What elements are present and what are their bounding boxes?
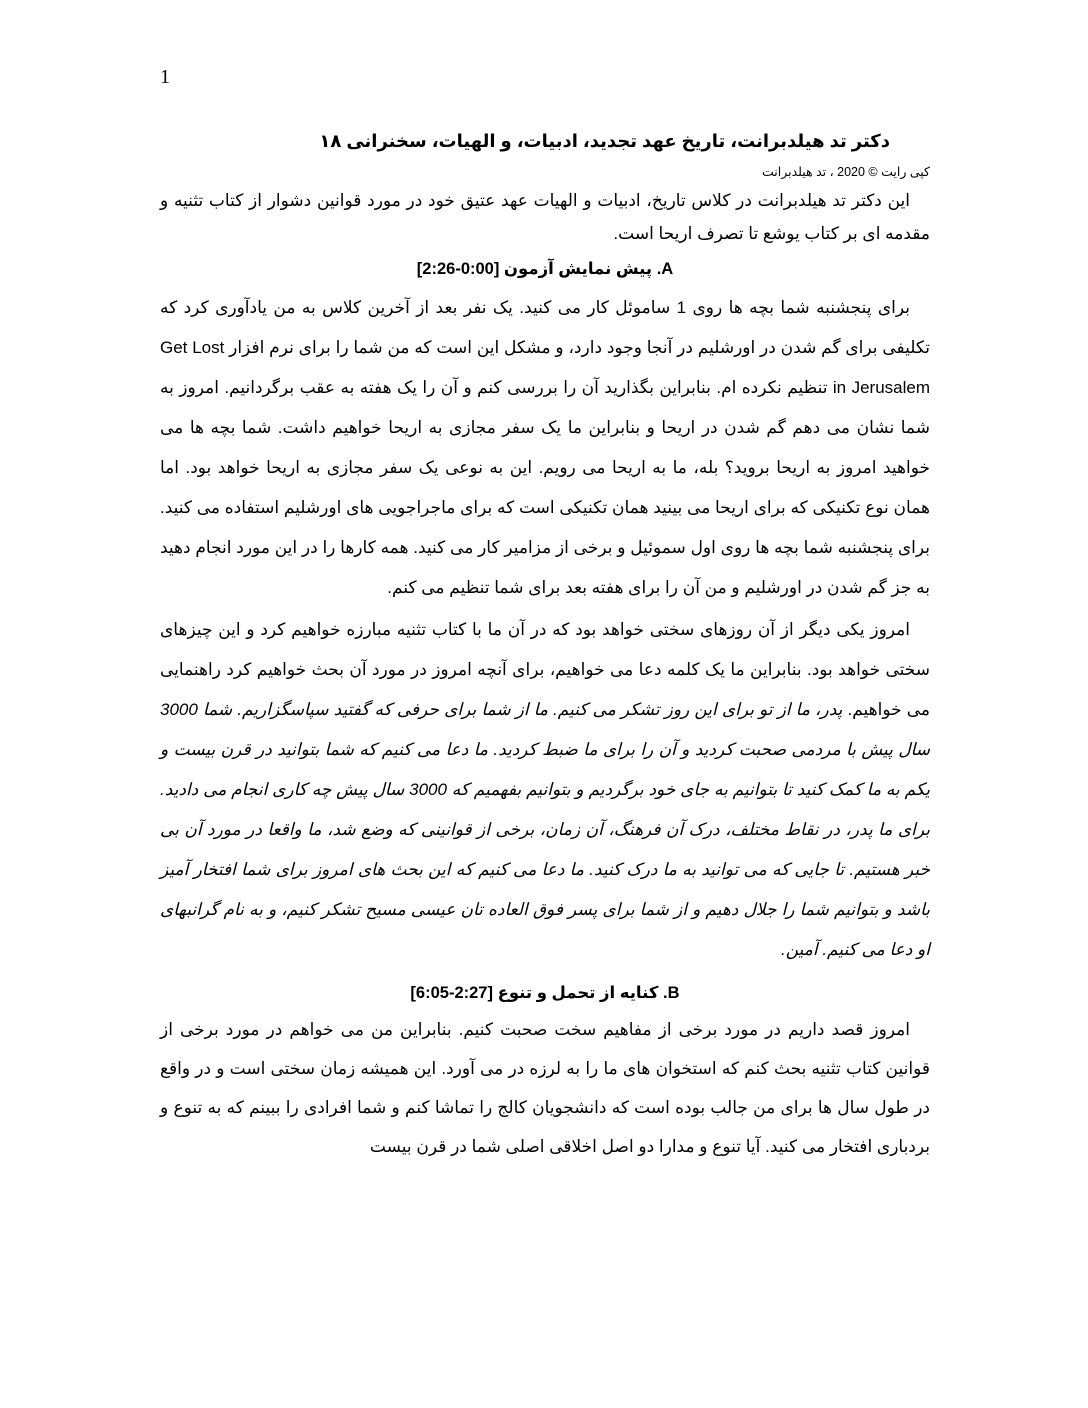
intro-paragraph: این دکتر تد هیلدبرانت در کلاس تاریخ، ادبیات و الهیات عهد عتیق خود در مورد قوانین دشوار از کتاب تثنیه و مقدمه ای بر کتاب یوشع تا تصرف اریحا است. [160, 191, 930, 243]
page-number: 1 [160, 66, 170, 88]
paragraph-2-plain-text: امروز یکی دیگر از آن روزهای سختی خواهد بود که در آن ما با کتاب تثنیه مبارزه خواهیم کرد و این چیزهای سختی خواهد بود. بنابراین ما یک کلمه دعا می خواهیم، برای آنچه امروز در مورد آن بحث خواهیم کرد راهنمایی می خواهیم. [160, 620, 930, 719]
section-a-heading: A. پیش نمایش آزمون [0:00-2:26] [416, 260, 674, 278]
document-title: دکتر تد هیلدبرانت، تاریخ عهد تجدید، ادبیات، و الهیات، سخنرانی ۱۸ [319, 131, 890, 151]
section-b-paragraph-1: امروز قصد داریم در مورد برخی از مفاهیم سخت صحبت کنیم. بنابراین من می خواهم در مورد برخی از قوانین کتاب تثنیه بحث کنم که استخوان های ما را به لرزه در می آورد. این همیشه زمان سختی است و در واقع در طول سال ها برای من جالب بوده است که دانشجویان کالج را تماشا کنم و شما افرادی را ببینم که به تنوع و بردباری افتخار می کنید. آیا تنوع و مدارا دو اصل اخلاقی اصلی شما در قرن بیست [160, 1020, 930, 1156]
copyright-line: کپی رایت © 2020 ، تد هیلدبرانت [761, 165, 930, 179]
section-b-heading: B. کنایه از تحمل و تنوع [2:27-6:05] [410, 984, 680, 1002]
section-a-paragraph-1: برای پنجشنبه شما بچه ها روی 1 ساموئل کار می کنید. یک نفر بعد از آخرین کلاس به من یادآوری کرد که تکلیفی برای گم شدن در اورشلیم در آنجا وجود دارد، و مشکل این است که من شما را برای نرم افزار Get Lost in Jerusalem تنظیم نکرده ام. بنابراین بگذارید آن را بررسی کنم و آن را یک هفته به عقب برگردانیم. امروز به شما نشان می دهم گم شدن در اریحا و بنابراین ما یک سفر مجازی به اریحا خواهیم داشت. شما بچه ها می خواهید امروز به اریحا بروید؟ بله، ما به اریحا می رویم. این به نوعی یک سفر مجازی به اریحا خواهد بود. اما همان نوع تکنیکی که برای اریحا می بینید همان تکنیکی است که برای ماجراجویی های اورشلیم استفاده می کنید. برای پنجشنبه شما بچه ها روی اول سموئیل و برخی از مزامیر کار می کنید. همه کارها را در این مورد انجام دهید به جز گم شدن در اورشلیم و من آن را برای هفته بعد برای شما تنظیم می کنم. [160, 298, 931, 597]
document-body [160, 124, 930, 1166]
section-a-paragraph-2 [160, 610, 930, 970]
prayer-text: پدر، ما از تو برای این روز تشکر می کنیم. ما از شما برای حرفی که گفتید سپاسگزاریم. شما 3000 سال پیش با مردمی صحبت کردید و آن را برای ما ضبط کردید. ما دعا می کنیم که شما بتوانید در قرن بیست و یکم به ما کمک کنید تا بتوانیم به جای خود برگردیم و بتوانیم بفهمیم که 3000 سال پیش چه کاری انجام می دادید. برای ما پدر، در نقاط مختلف، درک آن فرهنگ، آن زمان، برخی از قوانینی که وضع شد، ما واقعا در مورد آن بی خبر هستیم. تا جایی که می توانید به ما درک کنید. ما دعا می کنیم که این بحث های امروز برای شما افتخار آمیز باشد و بتوانیم شما را جلال دهیم و از شما برای پسر فوق العاده تان عیسی مسیح تشکر کنیم، و به نام گرانبهای او دعا می کنیم. آمین. [160, 700, 931, 959]
